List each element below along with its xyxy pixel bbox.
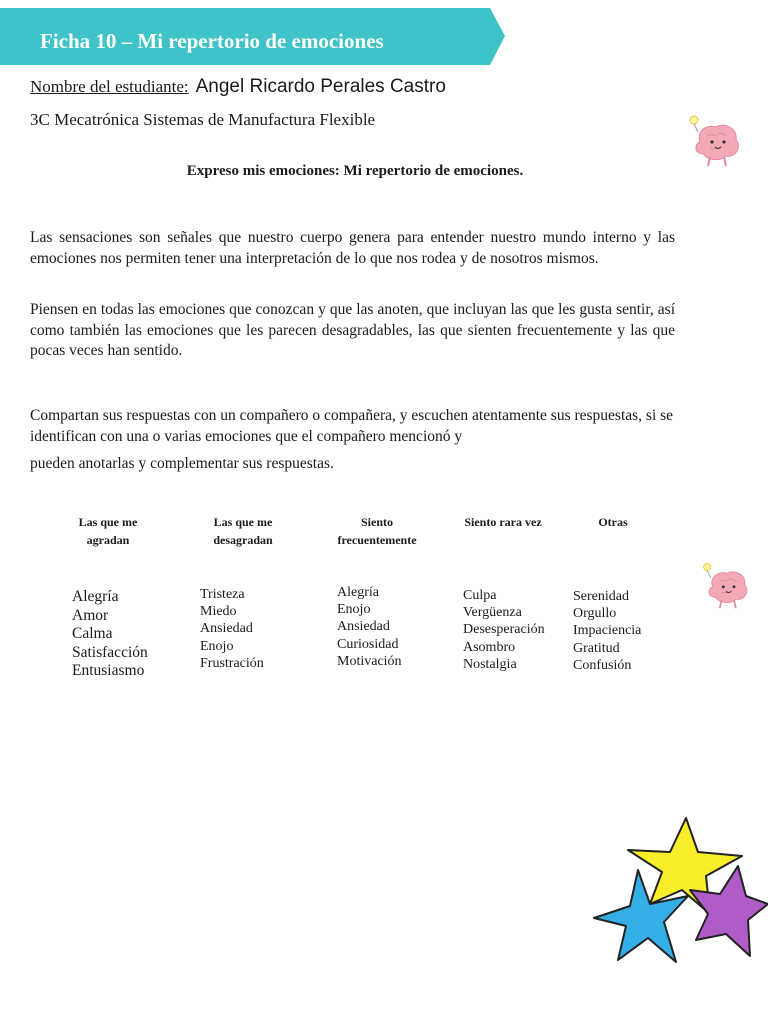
list-item: Impaciencia xyxy=(573,623,642,639)
list-item: Motivación xyxy=(337,653,402,669)
list-item: Confusión xyxy=(573,657,632,673)
page-title: Ficha 10 – Mi repertorio de emociones xyxy=(40,29,384,53)
header-otras: Otras xyxy=(598,515,628,529)
list-desagradan xyxy=(200,586,264,672)
list-agradan xyxy=(72,588,148,681)
brain-mascot-icon xyxy=(686,112,744,168)
student-name-line xyxy=(30,76,446,98)
list-rara-vez xyxy=(463,587,545,673)
list-item: Tristeza xyxy=(200,587,245,602)
list-item: Amor xyxy=(72,606,109,624)
list-item: Frustración xyxy=(200,655,264,671)
list-item: Ansiedad xyxy=(337,619,390,635)
list-item: Calma xyxy=(72,625,113,642)
list-item: Culpa xyxy=(463,588,497,603)
list-otras xyxy=(573,588,641,674)
list-item: Gratitud xyxy=(573,640,620,656)
list-item: Entusiasmo xyxy=(72,662,145,679)
list-item: Enojo xyxy=(200,638,234,654)
header-desagradan: Las que me desagradan xyxy=(213,515,273,547)
list-item: Ansiedad xyxy=(200,621,253,637)
header-agradan: Las que me agradan xyxy=(78,515,138,547)
student-name-value: Angel Ricardo Perales Castro xyxy=(195,76,446,97)
share-paragraph-text: Compartan sus respuestas con un compañero o compañera, y escuchen atentamente sus respuestas, si se identifican con una o varias emociones que el compañero mencionó y xyxy=(30,407,674,445)
list-item: Serenidad xyxy=(573,589,629,604)
list-item: Orgullo xyxy=(573,606,617,622)
list-item: Alegría xyxy=(72,588,119,605)
activity-subtitle: Expreso mis emociones: Mi repertorio de emociones. xyxy=(186,163,524,179)
share-paragraph xyxy=(30,405,675,474)
list-item: Vergüenza xyxy=(463,605,522,621)
student-group: 3C Mecatrónica Sistemas de Manufactura Flexible xyxy=(30,110,376,129)
list-item: Nostalgia xyxy=(463,656,517,672)
student-name-label: Nombre del estudiante: xyxy=(30,77,189,96)
list-item: Curiosidad xyxy=(337,636,399,652)
header-frecuentemente: Siento frecuentemente xyxy=(337,515,417,547)
list-frecuentemente xyxy=(337,584,402,670)
list-item: Asombro xyxy=(463,639,516,655)
stars-decoration xyxy=(590,810,768,975)
list-item: Enojo xyxy=(337,602,371,618)
list-item: Satisfacción xyxy=(72,643,148,661)
header-rara-vez: Siento rara vez xyxy=(464,515,542,529)
list-item: Alegría xyxy=(337,585,379,600)
intro-paragraph: Las sensaciones son señales que nuestro cuerpo genera para entender nuestro mundo interno y las emociones nos permiten tener una interpretación de lo que nos rodea y de nosotros mismos. xyxy=(30,229,675,267)
list-item: Desesperación xyxy=(463,622,545,638)
instructions-paragraph: Piensen en todas las emociones que conozcan y que las anoten, que incluyan las que les gusta sentir, así como también las emociones que les parecen desagradables, las que sienten frecuentemente y las que pocas veces han sentido. xyxy=(30,301,675,359)
share-paragraph-end: pueden anotarlas y complementar sus respuestas. xyxy=(30,455,334,472)
list-item: Miedo xyxy=(200,604,237,620)
brain-mascot-icon xyxy=(700,560,752,610)
